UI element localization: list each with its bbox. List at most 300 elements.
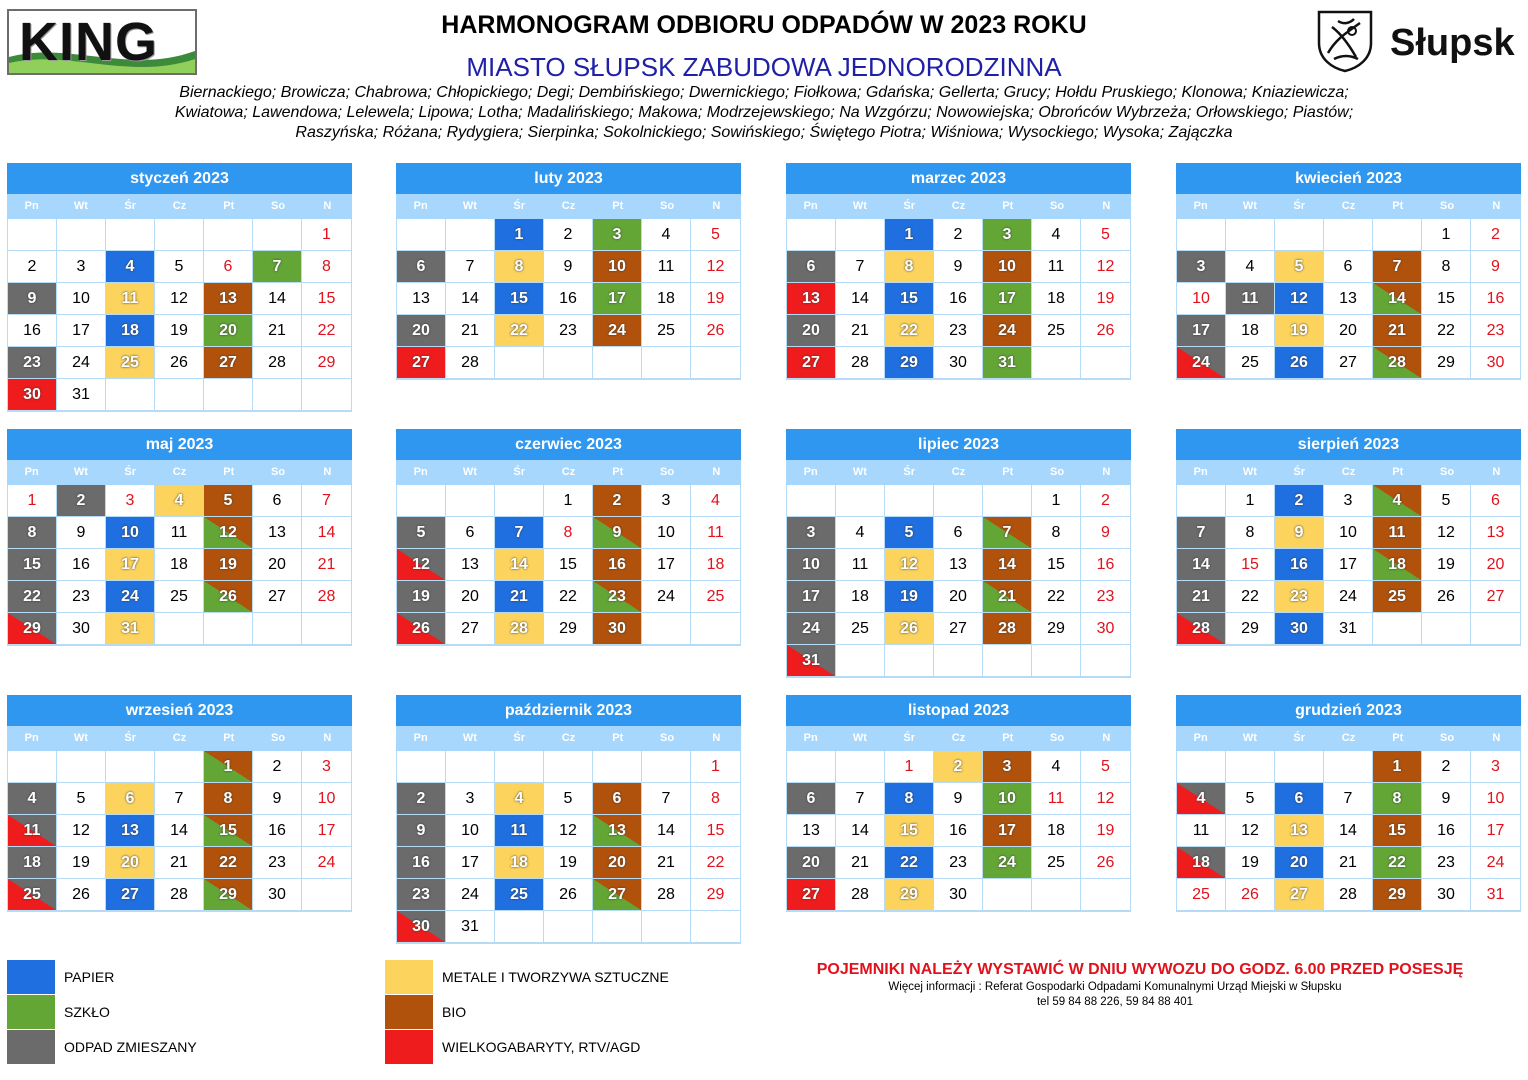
day-cell: 12	[155, 283, 204, 315]
day-cell: 1	[691, 751, 740, 783]
day-cell: 17	[106, 549, 155, 581]
weekday-label: So	[271, 466, 286, 478]
day-cell: 13	[593, 815, 642, 847]
weekday-label: Wt	[852, 732, 867, 744]
month-calendar	[1176, 695, 1521, 912]
day-cell: 20	[253, 549, 302, 581]
day-cell: 15	[544, 549, 593, 581]
day-cell: 24	[57, 347, 106, 379]
day-cell: 10	[787, 549, 836, 581]
weekday-label: N	[712, 466, 721, 478]
day-cell: 16	[934, 815, 983, 847]
day-cell: 2	[397, 783, 446, 815]
day-cell: 1	[1373, 751, 1422, 783]
day-cell: 14	[983, 549, 1032, 581]
day-cell: 18	[1177, 847, 1226, 879]
weekday-label: Pt	[223, 200, 235, 212]
day-cell: 3	[983, 219, 1032, 251]
day-cell: 22	[1422, 315, 1471, 347]
weekday-label: Pn	[413, 466, 428, 478]
day-cell: 11	[1032, 251, 1081, 283]
month-title: wrzesień 2023	[7, 695, 352, 726]
empty-cell	[302, 379, 351, 411]
weekday-label: Wt	[73, 732, 88, 744]
day-cell: 23	[1275, 581, 1324, 613]
day-grid	[1176, 219, 1521, 380]
day-cell: 10	[106, 517, 155, 549]
day-cell: 6	[1275, 783, 1324, 815]
empty-cell	[8, 219, 57, 251]
day-cell: 15	[885, 815, 934, 847]
day-cell: 25	[1032, 315, 1081, 347]
empty-cell	[1032, 347, 1081, 379]
day-grid	[396, 751, 741, 944]
day-cell: 11	[1373, 517, 1422, 549]
day-cell: 9	[1081, 517, 1130, 549]
day-cell: 17	[787, 581, 836, 613]
weekday-label: Śr	[124, 466, 137, 478]
day-cell: 12	[691, 251, 740, 283]
empty-cell	[155, 613, 204, 645]
day-cell: 7	[1373, 251, 1422, 283]
weekday-label: Wt	[462, 200, 477, 212]
month-calendar	[396, 695, 741, 944]
day-cell: 11	[1032, 783, 1081, 815]
day-cell: 18	[1032, 815, 1081, 847]
day-cell: 20	[204, 315, 253, 347]
empty-cell	[1081, 347, 1130, 379]
legend-label: WIELKOGABARYTY, RTV/AGD	[442, 1039, 641, 1055]
day-grid	[786, 485, 1131, 678]
day-cell: 9	[1422, 783, 1471, 815]
day-cell: 25	[836, 613, 885, 645]
day-cell: 7	[446, 251, 495, 283]
day-cell: 28	[495, 613, 544, 645]
weekday-label: Cz	[172, 200, 187, 212]
weekday-label: Pt	[612, 200, 624, 212]
day-cell: 3	[302, 751, 351, 783]
legend-swatch	[7, 1030, 55, 1064]
day-cell: 6	[397, 251, 446, 283]
month-calendar	[396, 163, 741, 380]
weekday-label: Cz	[951, 732, 966, 744]
day-cell: 26	[155, 347, 204, 379]
day-cell: 7	[1324, 783, 1373, 815]
weekday-label: Pt	[1392, 466, 1404, 478]
day-cell: 2	[1275, 485, 1324, 517]
day-cell: 23	[8, 347, 57, 379]
weekday-label: Cz	[1341, 200, 1356, 212]
day-cell: 25	[495, 879, 544, 911]
day-cell: 3	[1471, 751, 1520, 783]
weekday-label: Cz	[951, 200, 966, 212]
weekday-label: Wt	[852, 200, 867, 212]
day-cell: 8	[204, 783, 253, 815]
weekday-label: Śr	[903, 732, 916, 744]
day-cell: 19	[885, 581, 934, 613]
day-cell: 5	[1226, 783, 1275, 815]
slupsk-logo	[1316, 9, 1526, 75]
empty-cell	[1177, 485, 1226, 517]
day-cell: 18	[691, 549, 740, 581]
empty-cell	[1373, 613, 1422, 645]
weekday-label: So	[271, 200, 286, 212]
day-cell: 23	[253, 847, 302, 879]
day-cell: 5	[155, 251, 204, 283]
day-grid	[1176, 485, 1521, 646]
day-cell: 23	[934, 847, 983, 879]
day-cell: 18	[495, 847, 544, 879]
day-cell: 29	[1032, 613, 1081, 645]
day-cell: 3	[983, 751, 1032, 783]
month-title: grudzień 2023	[1176, 695, 1521, 726]
day-cell: 27	[1324, 347, 1373, 379]
day-cell: 21	[446, 315, 495, 347]
month-title: styczeń 2023	[7, 163, 352, 194]
day-cell: 24	[983, 847, 1032, 879]
day-cell: 20	[397, 315, 446, 347]
empty-cell	[642, 751, 691, 783]
day-cell: 19	[1081, 283, 1130, 315]
day-cell: 17	[1471, 815, 1520, 847]
day-cell: 13	[397, 283, 446, 315]
weekday-label: N	[323, 200, 332, 212]
empty-cell	[642, 347, 691, 379]
day-cell: 21	[253, 315, 302, 347]
day-cell: 27	[787, 879, 836, 911]
day-cell: 12	[544, 815, 593, 847]
day-cell: 19	[1275, 315, 1324, 347]
month-calendar	[786, 695, 1131, 912]
day-cell: 31	[446, 911, 495, 943]
day-cell: 1	[1032, 485, 1081, 517]
weekday-label: Śr	[124, 732, 137, 744]
day-cell: 1	[8, 485, 57, 517]
month-calendar	[7, 429, 352, 646]
day-cell: 29	[1226, 613, 1275, 645]
day-cell: 15	[204, 815, 253, 847]
day-cell: 9	[934, 251, 983, 283]
day-cell: 3	[642, 485, 691, 517]
weekday-label: N	[712, 200, 721, 212]
weekday-label: Pt	[1002, 200, 1014, 212]
day-cell: 10	[57, 283, 106, 315]
weekday-header	[7, 726, 352, 751]
empty-cell	[446, 219, 495, 251]
day-cell: 13	[787, 815, 836, 847]
day-cell: 20	[593, 847, 642, 879]
empty-cell	[885, 485, 934, 517]
day-cell: 7	[495, 517, 544, 549]
day-cell: 6	[106, 783, 155, 815]
day-cell: 30	[934, 879, 983, 911]
empty-cell	[836, 751, 885, 783]
day-cell: 25	[106, 347, 155, 379]
phone-text: tel 59 84 88 226, 59 84 88 401	[1036, 996, 1194, 1008]
weekday-label: Pt	[1392, 200, 1404, 212]
day-cell: 29	[885, 347, 934, 379]
day-cell: 22	[544, 581, 593, 613]
day-cell: 2	[1471, 219, 1520, 251]
day-grid	[7, 485, 352, 646]
weekday-label: Pn	[413, 732, 428, 744]
day-cell: 5	[204, 485, 253, 517]
day-cell: 15	[302, 283, 351, 315]
day-cell: 22	[1373, 847, 1422, 879]
day-cell: 10	[983, 783, 1032, 815]
day-cell: 19	[397, 581, 446, 613]
legend-label: SZKŁO	[64, 1004, 110, 1020]
day-cell: 17	[593, 283, 642, 315]
empty-cell	[1177, 219, 1226, 251]
day-cell: 4	[495, 783, 544, 815]
day-cell: 29	[885, 879, 934, 911]
empty-cell	[495, 347, 544, 379]
day-cell: 30	[253, 879, 302, 911]
day-cell: 9	[934, 783, 983, 815]
day-cell: 26	[1275, 347, 1324, 379]
month-title: czerwiec 2023	[396, 429, 741, 460]
day-cell: 1	[302, 219, 351, 251]
empty-cell	[787, 485, 836, 517]
day-cell: 24	[787, 613, 836, 645]
day-cell: 10	[1471, 783, 1520, 815]
day-cell: 7	[983, 517, 1032, 549]
day-cell: 30	[1471, 347, 1520, 379]
empty-cell	[302, 613, 351, 645]
day-cell: 24	[1324, 581, 1373, 613]
day-cell: 18	[8, 847, 57, 879]
day-cell: 5	[1275, 251, 1324, 283]
weekday-label: Śr	[513, 466, 526, 478]
empty-cell	[787, 751, 836, 783]
day-cell: 11	[155, 517, 204, 549]
day-cell: 30	[397, 911, 446, 943]
day-cell: 19	[57, 847, 106, 879]
day-cell: 24	[642, 581, 691, 613]
weekday-label: Pt	[612, 466, 624, 478]
day-cell: 14	[155, 815, 204, 847]
day-cell: 23	[57, 581, 106, 613]
day-cell: 21	[836, 315, 885, 347]
day-cell: 22	[302, 315, 351, 347]
day-cell: 5	[1081, 751, 1130, 783]
day-cell: 2	[1081, 485, 1130, 517]
day-cell: 12	[397, 549, 446, 581]
day-cell: 27	[593, 879, 642, 911]
day-cell: 23	[593, 581, 642, 613]
weekday-label: Cz	[1341, 466, 1356, 478]
day-cell: 19	[204, 549, 253, 581]
day-cell: 2	[253, 751, 302, 783]
month-calendar	[7, 163, 352, 412]
day-cell: 13	[106, 815, 155, 847]
month-title: październik 2023	[396, 695, 741, 726]
day-cell: 11	[836, 549, 885, 581]
day-cell: 16	[544, 283, 593, 315]
empty-cell	[836, 645, 885, 677]
day-cell: 14	[1324, 815, 1373, 847]
empty-cell	[642, 911, 691, 943]
weekday-label: So	[1050, 200, 1065, 212]
empty-cell	[593, 751, 642, 783]
legend-swatch	[385, 1030, 433, 1064]
day-cell: 25	[8, 879, 57, 911]
day-cell: 7	[1177, 517, 1226, 549]
empty-cell	[983, 645, 1032, 677]
empty-cell	[302, 879, 351, 911]
day-cell: 2	[1422, 751, 1471, 783]
empty-cell	[1324, 219, 1373, 251]
day-cell: 2	[544, 219, 593, 251]
day-cell: 2	[57, 485, 106, 517]
day-cell: 19	[155, 315, 204, 347]
day-cell: 26	[1226, 879, 1275, 911]
weekday-label: N	[1102, 200, 1111, 212]
day-cell: 4	[1177, 783, 1226, 815]
day-cell: 4	[1373, 485, 1422, 517]
legend-label: PAPIER	[64, 969, 115, 985]
weekday-label: Pn	[803, 200, 818, 212]
day-cell: 6	[446, 517, 495, 549]
day-cell: 13	[934, 549, 983, 581]
day-cell: 26	[1422, 581, 1471, 613]
empty-cell	[1275, 751, 1324, 783]
day-cell: 30	[593, 613, 642, 645]
weekday-label: N	[323, 466, 332, 478]
weekday-label: So	[660, 732, 675, 744]
weekday-header	[786, 726, 1131, 751]
info-text: Więcej informacji : Referat Gospodarki Odpadami Komunalnymi Urząd Miejski w Słupsku	[888, 981, 1342, 993]
day-cell: 14	[495, 549, 544, 581]
day-cell: 15	[1422, 283, 1471, 315]
empty-cell	[1275, 219, 1324, 251]
day-cell: 22	[204, 847, 253, 879]
day-cell: 24	[1471, 847, 1520, 879]
legend-swatch	[385, 960, 433, 994]
day-cell: 14	[836, 283, 885, 315]
weekday-label: N	[1102, 466, 1111, 478]
weekday-label: Wt	[1242, 200, 1257, 212]
weekday-label: N	[712, 732, 721, 744]
weekday-label: Pt	[1002, 732, 1014, 744]
day-cell: 10	[1177, 283, 1226, 315]
empty-cell	[983, 879, 1032, 911]
day-cell: 29	[691, 879, 740, 911]
empty-cell	[253, 613, 302, 645]
month-calendar	[786, 163, 1131, 380]
empty-cell	[106, 379, 155, 411]
day-cell: 27	[253, 581, 302, 613]
day-cell: 5	[1422, 485, 1471, 517]
day-cell: 8	[885, 251, 934, 283]
day-cell: 14	[1177, 549, 1226, 581]
weekday-label: Pn	[803, 466, 818, 478]
weekday-label: Śr	[903, 200, 916, 212]
weekday-label: Pn	[1193, 466, 1208, 478]
day-cell: 5	[544, 783, 593, 815]
day-cell: 6	[1471, 485, 1520, 517]
city-name: Słupsk	[1390, 22, 1515, 64]
day-cell: 19	[1081, 815, 1130, 847]
day-cell: 15	[1373, 815, 1422, 847]
day-cell: 18	[642, 283, 691, 315]
legend-label: METALE I TWORZYWA SZTUCZNE	[442, 969, 669, 985]
weekday-label: So	[660, 466, 675, 478]
weekday-label: So	[1050, 466, 1065, 478]
day-cell: 22	[885, 847, 934, 879]
day-cell: 29	[302, 347, 351, 379]
day-cell: 4	[642, 219, 691, 251]
notice-text: POJEMNIKI NALEŻY WYSTAWIĆ W DNIU WYWOZU DO GODZ. 6.00 PRZED POSESJĘ	[816, 961, 1464, 978]
weekday-header	[786, 460, 1131, 485]
day-cell: 27	[1471, 581, 1520, 613]
day-cell: 9	[8, 283, 57, 315]
weekday-label: Wt	[73, 200, 88, 212]
empty-cell	[691, 347, 740, 379]
day-cell: 16	[593, 549, 642, 581]
day-cell: 3	[1177, 251, 1226, 283]
empty-cell	[1081, 645, 1130, 677]
weekday-label: Pn	[24, 466, 39, 478]
empty-cell	[836, 219, 885, 251]
day-cell: 11	[691, 517, 740, 549]
day-cell: 6	[787, 783, 836, 815]
weekday-label: Cz	[561, 732, 576, 744]
city-crest-icon	[1316, 9, 1374, 73]
empty-cell	[1471, 613, 1520, 645]
day-cell: 18	[1373, 549, 1422, 581]
weekday-label: Śr	[903, 466, 916, 478]
weekday-label: Wt	[1242, 732, 1257, 744]
day-cell: 19	[1422, 549, 1471, 581]
day-cell: 25	[155, 581, 204, 613]
day-cell: 29	[1373, 879, 1422, 911]
day-grid	[786, 751, 1131, 912]
day-cell: 10	[302, 783, 351, 815]
weekday-label: N	[1492, 200, 1501, 212]
empty-cell	[155, 751, 204, 783]
day-cell: 14	[253, 283, 302, 315]
day-cell: 14	[446, 283, 495, 315]
month-calendar	[1176, 429, 1521, 646]
day-cell: 4	[1226, 251, 1275, 283]
weekday-label: So	[1440, 200, 1455, 212]
weekday-label: Śr	[513, 200, 526, 212]
day-cell: 8	[691, 783, 740, 815]
day-cell: 3	[787, 517, 836, 549]
empty-cell	[253, 219, 302, 251]
weekday-header	[1176, 194, 1521, 219]
day-cell: 15	[885, 283, 934, 315]
empty-cell	[544, 751, 593, 783]
day-cell: 28	[1324, 879, 1373, 911]
day-cell: 31	[787, 645, 836, 677]
day-cell: 5	[885, 517, 934, 549]
day-cell: 23	[544, 315, 593, 347]
empty-cell	[691, 613, 740, 645]
day-cell: 21	[1324, 847, 1373, 879]
legend-swatch	[7, 995, 55, 1029]
day-cell: 3	[57, 251, 106, 283]
day-cell: 14	[302, 517, 351, 549]
legend-label: BIO	[442, 1004, 467, 1020]
day-cell: 12	[885, 549, 934, 581]
day-cell: 13	[253, 517, 302, 549]
day-cell: 3	[446, 783, 495, 815]
day-cell: 16	[1081, 549, 1130, 581]
weekday-label: Cz	[951, 466, 966, 478]
